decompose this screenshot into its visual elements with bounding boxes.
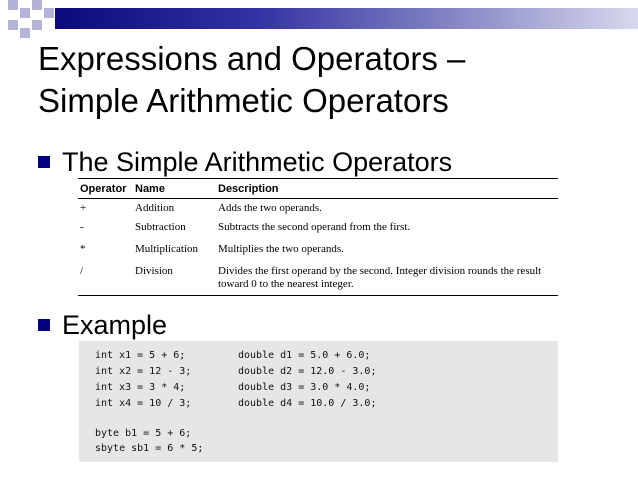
column-header-operator: Operator bbox=[80, 182, 127, 195]
table-header-row bbox=[78, 179, 558, 199]
code-line: int x2 = 12 - 3; bbox=[95, 366, 192, 377]
table-row bbox=[78, 199, 558, 220]
table-row bbox=[78, 220, 558, 242]
square-bullet-icon bbox=[38, 319, 50, 331]
code-line: int x3 = 3 * 4; bbox=[95, 382, 186, 393]
code-line: double d1 = 5.0 + 6.0; bbox=[238, 350, 371, 361]
decor-square bbox=[20, 8, 30, 18]
decor-square bbox=[20, 28, 30, 38]
cell-description: Multiplies the two operands. bbox=[218, 243, 344, 255]
cell-description: Subtracts the second operand from the first. bbox=[218, 221, 411, 233]
cell-description: Adds the two operands. bbox=[218, 202, 322, 214]
code-line: int x1 = 5 + 6; bbox=[95, 350, 186, 361]
slide-title-line-2: Simple Arithmetic Operators bbox=[38, 82, 449, 119]
cell-operator: * bbox=[80, 243, 86, 255]
square-bullet-icon bbox=[38, 156, 50, 168]
bullet-text: Example bbox=[62, 310, 168, 340]
cell-description: Divides the first operand by the second. Integer division rounds the result toward 0 to the nearest integer. bbox=[218, 265, 542, 290]
decor-square bbox=[44, 8, 54, 18]
operator-table bbox=[78, 178, 558, 296]
slide-title bbox=[38, 38, 618, 122]
cell-operator: + bbox=[80, 202, 87, 214]
cell-name: Addition bbox=[135, 202, 175, 214]
cell-name: Multiplication bbox=[135, 243, 198, 255]
bullet-item bbox=[38, 146, 452, 178]
code-example-block bbox=[79, 341, 558, 462]
column-header-name: Name bbox=[135, 182, 165, 195]
decor-square bbox=[8, 0, 18, 10]
code-line: int x4 = 10 / 3; bbox=[95, 398, 192, 409]
bullet-text: The Simple Arithmetic Operators bbox=[62, 147, 453, 177]
code-line: double d3 = 3.0 * 4.0; bbox=[238, 382, 371, 393]
code-line: double d2 = 12.0 - 3.0; bbox=[238, 366, 377, 377]
cell-name: Division bbox=[135, 265, 173, 277]
decor-square bbox=[32, 0, 42, 10]
code-line: sbyte sb1 = 6 * 5; bbox=[95, 443, 204, 454]
header-decoration bbox=[0, 0, 638, 40]
table-row bbox=[78, 242, 558, 264]
cell-operator: / bbox=[80, 265, 84, 277]
header-gradient-bar bbox=[55, 8, 638, 29]
slide-title-line-1: Expressions and Operators – bbox=[38, 40, 466, 77]
code-line: double d4 = 10.0 / 3.0; bbox=[238, 398, 377, 409]
decor-square bbox=[8, 20, 18, 30]
cell-name: Subtraction bbox=[135, 221, 186, 233]
decor-square bbox=[32, 20, 42, 30]
table-row bbox=[78, 264, 558, 295]
cell-operator: - bbox=[80, 221, 84, 233]
code-line: byte b1 = 5 + 6; bbox=[95, 428, 192, 439]
bullet-item bbox=[38, 309, 167, 341]
column-header-description: Description bbox=[218, 182, 279, 195]
